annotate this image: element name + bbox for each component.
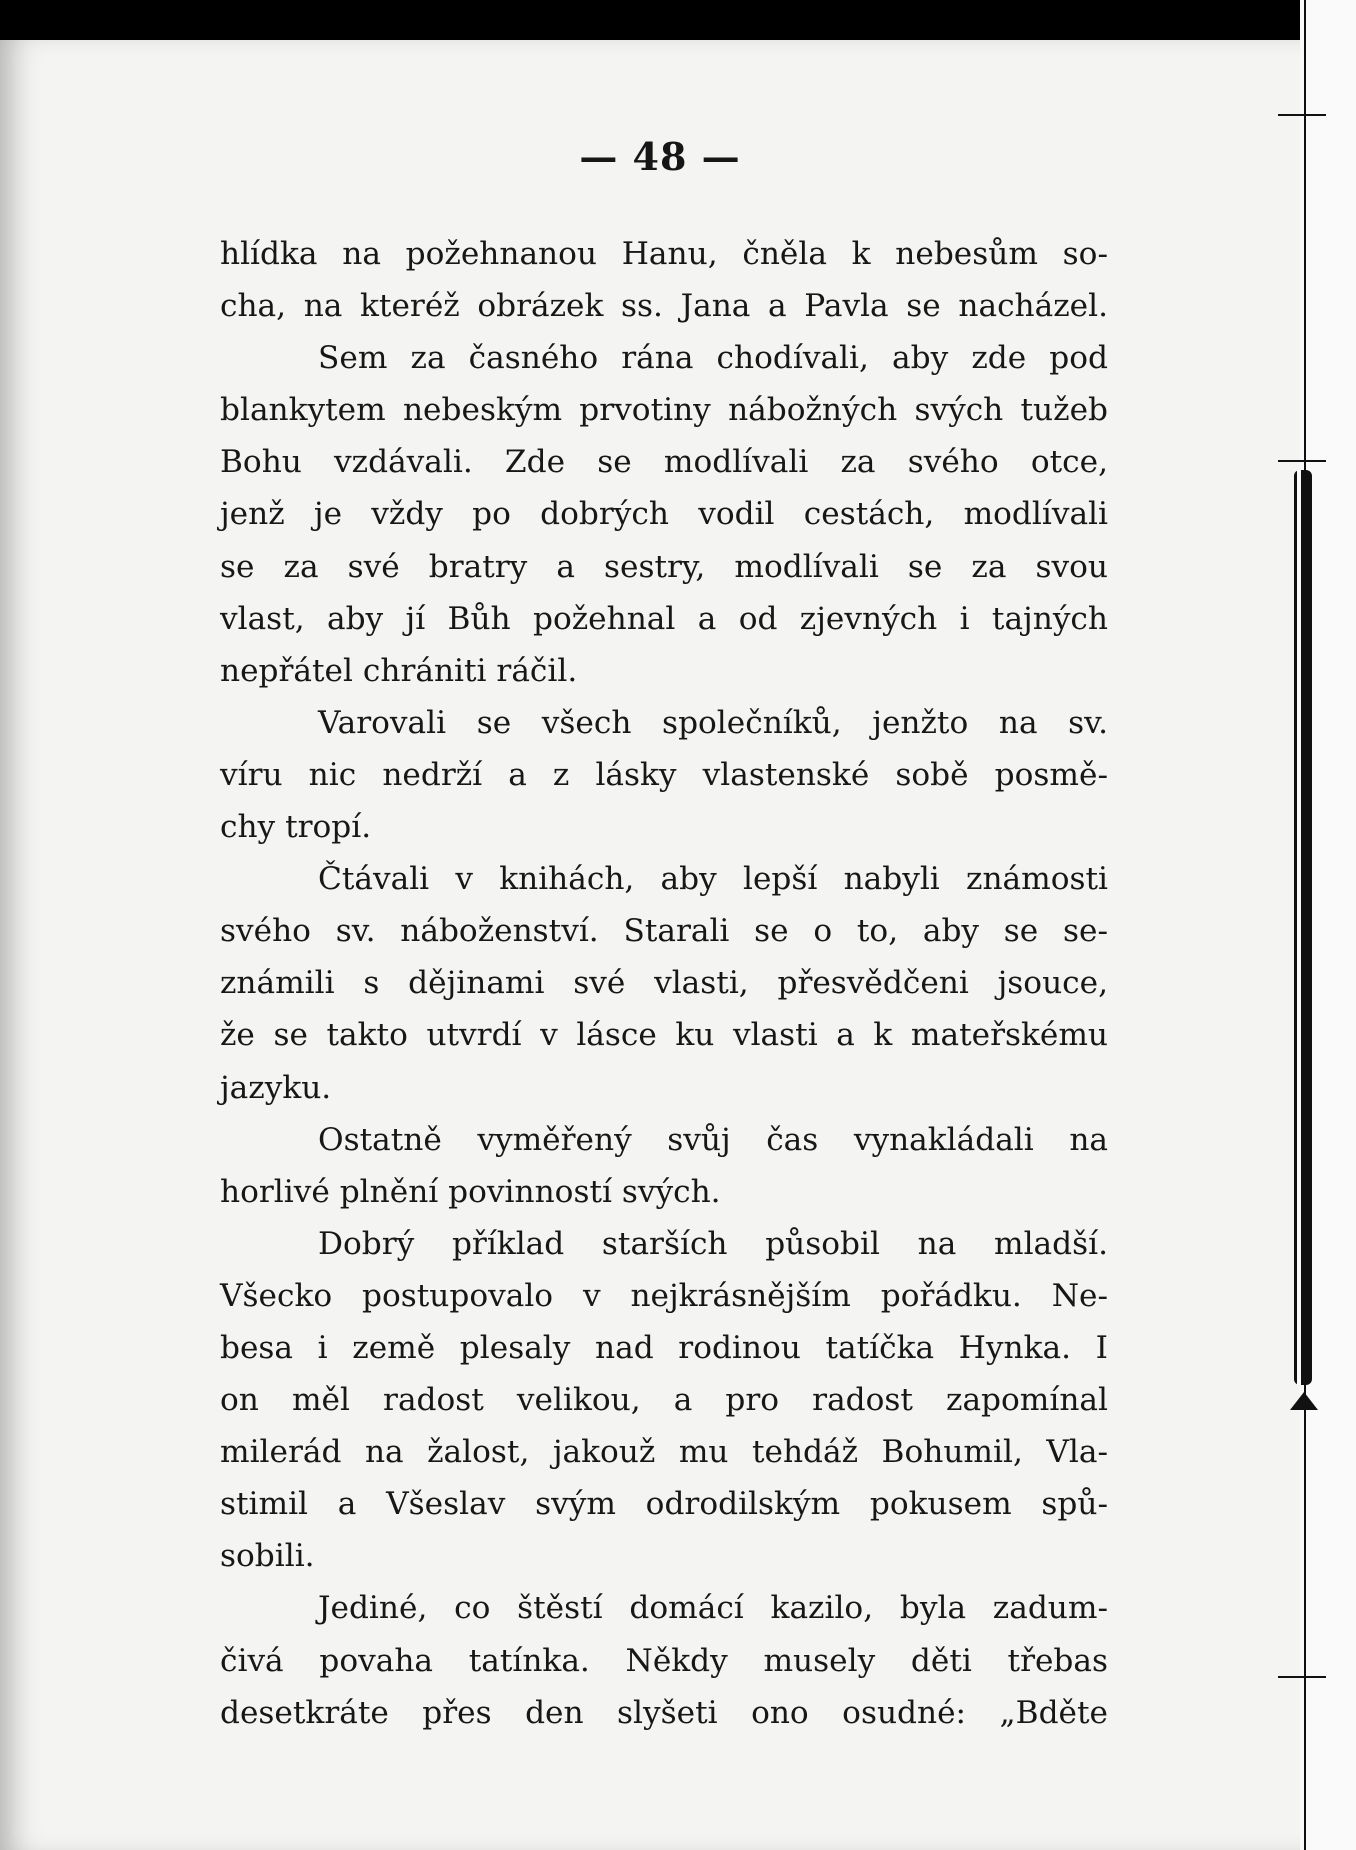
text-line: jazyku. <box>220 1069 332 1106</box>
page-number: — 48 — <box>579 134 741 179</box>
text-line: známili s dějinami své vlasti, přesvědčeni jsouce, <box>220 965 1108 1002</box>
text-line: blankytem nebeským prvotiny nábožných svých tužeb <box>220 392 1108 429</box>
text-line: sobili. <box>220 1538 315 1575</box>
scan-edge-strip <box>1300 0 1356 1850</box>
text-line: Jediné, co štěstí domácí kazilo, byla zadum- <box>318 1590 1108 1627</box>
text-line: Varovali se všech společníků, jenžto na sv. <box>318 704 1108 741</box>
text-line: Dobrý příklad starších působil na mladší. <box>318 1225 1108 1262</box>
text-line: horlivé plnění povinností svých. <box>220 1173 721 1210</box>
text-line: Bohu vzdávali. Zde se modlívali za svého otce, <box>220 444 1108 481</box>
text-line: desetkráte přes den slyšeti ono osudné: „Bděte <box>220 1694 1108 1731</box>
text-line: víru nic nedrží a z lásky vlastenské sobě posmě- <box>220 756 1108 793</box>
text-line: čivá povaha tatínka. Někdy musely děti třebas <box>220 1642 1108 1679</box>
text-line: že se takto utvrdí v lásce ku vlasti a k mateřskému <box>220 1017 1108 1054</box>
text-line: svého sv. náboženství. Starali se o to, aby se se- <box>220 913 1108 950</box>
text-line: Ostatně vyměřený svůj čas vynakládali na <box>318 1121 1108 1158</box>
text-line: chy tropí. <box>220 809 372 846</box>
text-line: on měl radost velikou, a pro radost zapomínal <box>220 1382 1108 1419</box>
text-line: cha, na kteréž obrázek ss. Jana a Pavla se nacházel. <box>220 288 1108 325</box>
text-line: vlast, aby jí Bůh požehnal a od zjevných i tajných <box>220 600 1108 637</box>
edge-tick-mark <box>1278 114 1326 116</box>
edge-tick-mark <box>1278 460 1326 462</box>
edge-tick-mark <box>1278 1676 1326 1678</box>
text-line: Čtávali v knihách, aby lepší nabyli známosti <box>318 861 1108 898</box>
edge-arrow-icon <box>1290 1392 1318 1410</box>
text-line: jenž je vždy po dobrých vodil cestách, modlívali <box>220 496 1108 533</box>
text-line: Sem za časného rána chodívali, aby zde pod <box>318 340 1108 377</box>
text-line: besa i země plesaly nad rodinou tatíčka Hynka. I <box>220 1329 1108 1366</box>
text-line: hlídka na požehnanou Hanu, čněla k nebesům so- <box>220 236 1108 272</box>
text-line: stimil a Všeslav svým odrodilským pokusem spů- <box>220 1486 1108 1523</box>
text-line: milerád na žalost, jakouž mu tehdáž Bohumil, Vla- <box>220 1434 1108 1471</box>
text-line: Všecko postupovalo v nejkrásnějším pořádku. Ne- <box>220 1277 1108 1314</box>
edge-thick-bar <box>1294 470 1312 1385</box>
body-text <box>220 228 1108 1739</box>
text-line: se za své bratry a sestry, modlívali se za svou <box>220 548 1108 585</box>
text-line: nepřátel chrániti ráčil. <box>220 652 578 689</box>
